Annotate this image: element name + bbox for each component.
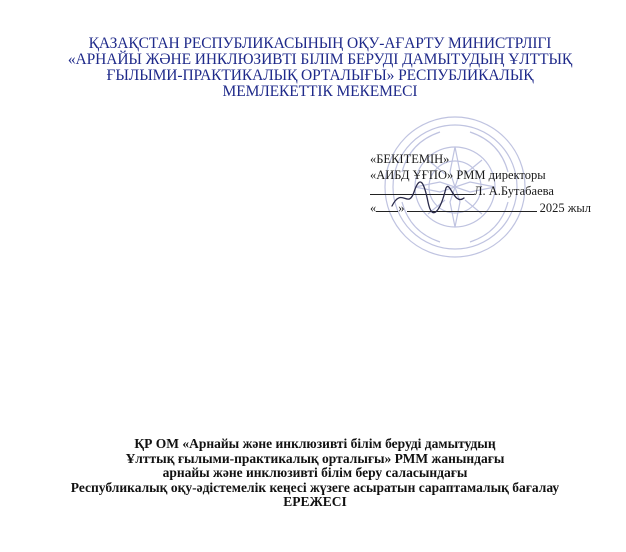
title-line: ЕРЕЖЕСІ [283,494,347,509]
director-position: «АИБД ҰҒПО» РММ директоры [370,167,546,182]
header-line: МЕМЛЕКЕТТІК МЕКЕМЕСІ [222,83,418,100]
signatory-name: Л. А.Бутабаева [474,184,554,198]
document-title [40,437,590,510]
date-quote-open: « [370,200,377,215]
date-quote-close: » [398,200,405,215]
ministry-header [50,36,590,100]
header-line: ҒЫЛЫМИ-ПРАКТИКАЛЫҚ ОРТАЛЫҒЫ» РЕСПУБЛИКАЛЫҚ [106,67,534,84]
approve-label: «БЕКІТЕМІН» [370,152,450,166]
title-line: Ұлттық ғылыми-практикалық орталығы» РММ жанындағы [125,450,505,466]
handwritten-signature-icon [388,176,468,216]
title-line: ҚР ОМ «Арнайы және инклюзивті білім беруді дамытудың [134,436,496,451]
title-line: Республикалық оқу-әдістемелік кеңесі жүзеге асыратын сараптамалық бағалау [70,479,560,495]
year-label: 2025 жыл [539,200,592,215]
header-line: «АРНАЙЫ ЖӘНЕ ИНКЛЮЗИВТІ БІЛІМ БЕРУДІ ДАМЫТУДЫҢ ҰЛТТЫҚ [67,51,573,68]
header-line: ҚАЗАҚСТАН РЕСПУБЛИКАСЫНЫҢ ОҚУ-АҒАРТУ МИНИСТРЛІГІ [88,35,552,52]
title-line: арнайы және инклюзивті білім беру саласындағы [162,465,468,480]
